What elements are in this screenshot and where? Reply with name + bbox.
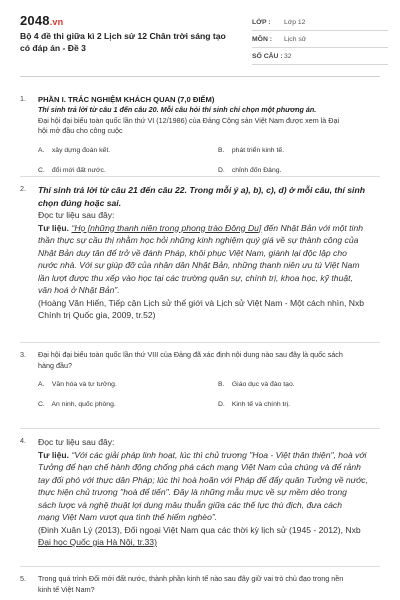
source-quote <box>38 222 383 297</box>
quote-line: Nhật Bản duy tân để trở về đánh Pháp, khôi phục Việt Nam, giành lại độc lập cho <box>38 247 347 258</box>
question-number: 1. <box>20 94 26 103</box>
reading-intro: Đọc tư liệu sau đây: <box>38 437 115 447</box>
option-text: chỉnh đốn Đảng. <box>231 166 282 174</box>
option-text: đổi mới đất nước. <box>51 166 106 174</box>
question-body <box>38 184 383 322</box>
question-divider <box>20 428 380 429</box>
question-number: 3. <box>20 350 26 359</box>
question-stem <box>38 350 383 371</box>
option-letter: D. <box>218 166 225 174</box>
stem-line: Đại hội đại biểu toàn quốc lần thứ VIII của Đảng đã xác định nội dung nào sau đây là quốc sách <box>38 350 343 359</box>
quote-line: nước nhà. Với sự giúp đỡ của nhân dân Nhật Bản, những thanh niên ưu tú Việt Nam <box>38 260 360 270</box>
option-letter: B. <box>218 146 225 154</box>
option-text: Kinh tế và chính trị. <box>231 401 291 408</box>
citation-line: Chính trị Quốc gia, 2009, tr.52) <box>38 310 156 320</box>
reading-intro: Đọc tư liệu sau đây: <box>38 210 115 220</box>
question-divider <box>20 342 380 343</box>
page-title: Bộ 4 đề thi giữa kì 2 Lịch sử 12 Chân trời sáng tạo có đáp án - Đề 3 <box>20 31 226 53</box>
logo-suffix: .vn <box>49 17 64 27</box>
option-text: Giáo dục và đào tạo. <box>231 381 295 388</box>
question-number: 5. <box>20 574 26 583</box>
question-instruction: Thí sinh trả lời từ câu 1 đến câu 20. Mỗi câu hỏi thí sinh chỉ chọn một phương án. <box>38 105 317 114</box>
stem-line: hàng đầu? <box>38 360 72 370</box>
option-text: An ninh, quốc phòng. <box>51 401 116 408</box>
question-body <box>38 94 383 183</box>
question-stem <box>38 116 383 137</box>
option-letter: C. <box>38 401 45 408</box>
source-citation <box>38 297 383 322</box>
quote-line: sách lược và nghệ thuật lợi dụng mâu thuẫn giữa các thế lực thù địch, đưa cách <box>38 499 343 510</box>
meta-label: SỐ CÂU : <box>252 52 283 60</box>
instruction-line: chọn đúng hoặc sai. <box>38 197 122 208</box>
quote-text: đến Nhật Bản với một tinh <box>263 222 364 233</box>
option-letter: C. <box>38 166 45 174</box>
source-label: Tư liệu. <box>38 449 70 460</box>
source-citation <box>38 524 383 549</box>
citation-line: Đại học Quốc gia Hà Nội, tr.33) <box>38 537 157 547</box>
question-divider <box>20 566 380 567</box>
quote-line <box>38 449 383 462</box>
option-letter: A. <box>38 381 45 388</box>
instruction-line: Thí sinh trả lời từ câu 21 đến câu 22. Trong mỗi ý a), b), c), d) ở mỗi câu, thí sinh <box>38 185 365 195</box>
option-text: Văn hóa và tư tưởng. <box>51 381 117 388</box>
citation-line: (Hoàng Văn Hiển, Tiếp cận Lịch sử thế giới và Lịch sử Việt Nam - Một cách nhìn, Nxb <box>38 297 365 308</box>
source-label: Tư liệu. <box>38 222 70 233</box>
site-logo[interactable] <box>20 13 63 28</box>
meta-row-subject <box>252 31 388 48</box>
document-header <box>0 0 400 72</box>
stem-line: Trong quá trình Đổi mới đất nước, thành phần kinh tế nào sau đây giữ vai trò chủ đạo trong nền <box>38 574 344 583</box>
option-text: phát triển kinh tế. <box>231 146 285 154</box>
quote-line: văn hoá ở Nhật Bản”. <box>38 285 120 295</box>
quote-line: thần thực sự cầu thị nhằm học hỏi những kinh nghiệm quý giá về sự thành công của <box>38 235 359 245</box>
quote-line: Tưởng để hạn chế hành động chống phá cách mạng Việt Nam của chúng và để rảnh <box>38 462 361 472</box>
option-letter: A. <box>38 146 45 154</box>
meta-label: LỚP : <box>252 18 271 26</box>
meta-value: 32 <box>284 52 292 60</box>
quote-text: “Họ [những thanh niên trong phong trào Đông Du] <box>71 222 262 233</box>
option-c[interactable] <box>38 167 106 174</box>
option-a[interactable] <box>38 147 110 154</box>
question-body <box>38 574 383 595</box>
quote-line: lần lượt được thu xếp vào học tại các trường quân sự, chính trị, khoa học, kỹ thuật, <box>38 272 353 283</box>
stem-line: Đại hội đại biểu toàn quốc lần thứ VI (12/1986) của Đảng Cộng sản Việt Nam được xem là Đại <box>38 115 340 125</box>
quote-line: tay đối phó với thực dân Pháp; lúc thì hoà hoãn với Pháp để đẩy quân Tưởng về nước, <box>38 474 368 485</box>
question-body <box>38 436 383 549</box>
source-quote <box>38 449 383 524</box>
meta-row-count <box>252 48 388 65</box>
quote-line <box>38 222 383 235</box>
question-stem <box>38 574 383 595</box>
quote-line: thực hiện chủ trương "hoà để tiến". Đây là những mẫu mực về sự mềm dẻo trong <box>38 487 347 497</box>
quote-line: mạng Việt Nam vượt qua tình thế hiểm nghèo”. <box>38 512 218 522</box>
meta-row-class <box>252 14 388 31</box>
meta-panel <box>252 14 388 65</box>
logo-main: 2048 <box>20 13 50 28</box>
stem-line: hội mở đầu cho công cuộc <box>38 126 123 135</box>
question-body <box>38 350 383 417</box>
header-divider <box>20 76 380 77</box>
question-number: 4. <box>20 436 26 445</box>
section-title: PHẦN I. TRẮC NGHIỆM KHÁCH QUAN (7,0 ĐIỂM) <box>38 95 215 104</box>
meta-label: MÔN : <box>252 35 273 43</box>
question-divider <box>20 176 380 177</box>
option-b[interactable] <box>218 147 284 154</box>
meta-value: Lịch sử <box>284 35 307 43</box>
option-letter: B. <box>218 381 225 388</box>
option-c[interactable] <box>38 401 116 408</box>
option-b[interactable] <box>218 381 295 388</box>
option-d[interactable] <box>218 401 290 408</box>
citation-line: (Đinh Xuân Lý (2013), Đối ngoại Việt Nam qua các thời kỳ lịch sử (1945 - 2012), Nxb <box>38 524 361 535</box>
option-letter: D. <box>218 401 225 408</box>
meta-value: Lớp 12 <box>284 18 306 26</box>
question-number: 2. <box>20 184 26 193</box>
answer-options <box>38 371 383 417</box>
option-text: xây dựng đoàn kết. <box>51 146 111 154</box>
question-instruction <box>38 184 383 209</box>
option-d[interactable] <box>218 167 281 174</box>
quote-text: “Với các giải pháp linh hoạt, lúc thì chủ trương "Hoa - Việt thân thiện", hoà với <box>71 449 367 460</box>
option-a[interactable] <box>38 381 117 388</box>
stem-line: kinh tế Việt Nam? <box>38 584 95 594</box>
